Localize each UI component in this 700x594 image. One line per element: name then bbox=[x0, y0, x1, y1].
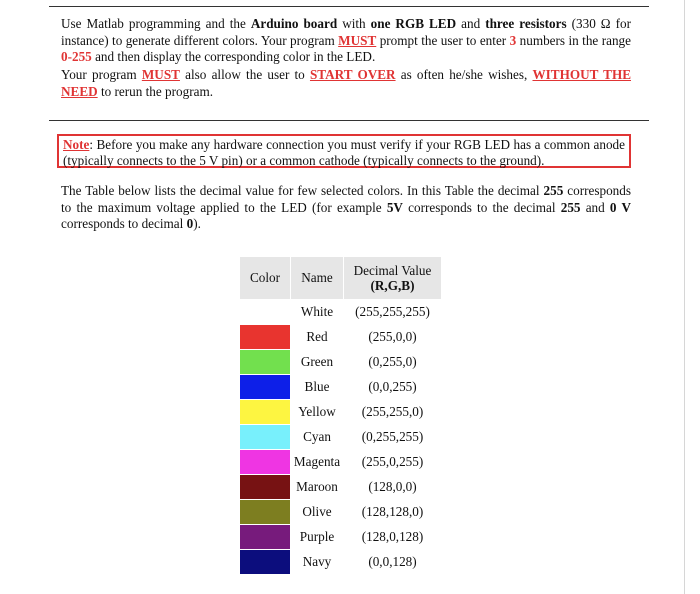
table-row bbox=[240, 375, 442, 400]
table-row bbox=[240, 475, 442, 500]
table-row bbox=[240, 500, 442, 525]
table-row bbox=[240, 550, 442, 575]
color-name: Purple bbox=[291, 525, 344, 550]
rgb-value: (0,255,0) bbox=[344, 350, 442, 375]
rgb-value: (0,0,255) bbox=[344, 375, 442, 400]
color-swatch bbox=[240, 375, 291, 400]
color-swatch bbox=[240, 300, 291, 325]
color-swatch bbox=[240, 500, 291, 525]
top-rule bbox=[49, 6, 649, 7]
rgb-value: (255,255,0) bbox=[344, 400, 442, 425]
rgb-value: (0,255,255) bbox=[344, 425, 442, 450]
table-row bbox=[240, 350, 442, 375]
rgb-value: (128,0,128) bbox=[344, 525, 442, 550]
header-color: Color bbox=[240, 257, 291, 300]
header-decimal-value: Decimal Value (R,G,B) bbox=[344, 257, 442, 300]
note-text: : Before you make any hardware connection you must verify if your RGB LED has a common anode (typically connects to the 5 V pin) or a common cathode (typically connects to the ground). bbox=[63, 137, 625, 168]
color-name: Navy bbox=[291, 550, 344, 575]
table-row bbox=[240, 400, 442, 425]
rgb-value: (0,0,128) bbox=[344, 550, 442, 575]
start-over-paragraph: Your program MUST also allow the user to START OVER as often he/she wishes, WITHOUT THE NEED to rerun the program. bbox=[61, 67, 631, 99]
table-row bbox=[240, 525, 442, 550]
color-name: Cyan bbox=[291, 425, 344, 450]
table-row bbox=[240, 450, 442, 475]
rgb-value: (128,128,0) bbox=[344, 500, 442, 525]
color-swatch bbox=[240, 400, 291, 425]
color-swatch bbox=[240, 475, 291, 500]
note-label: Note bbox=[63, 137, 90, 152]
color-name: Red bbox=[291, 325, 344, 350]
table-row bbox=[240, 300, 442, 325]
color-swatch bbox=[240, 325, 291, 350]
color-name: Yellow bbox=[291, 400, 344, 425]
color-name: Maroon bbox=[291, 475, 344, 500]
color-swatch bbox=[240, 450, 291, 475]
table-intro-paragraph: The Table below lists the decimal value for few selected colors. In this Table the decimal 255 corresponds to the maximum voltage applied to the LED (for example 5V corresponds to the decimal 255 and 0 V corresponds to decimal 0). bbox=[61, 183, 631, 231]
color-swatch bbox=[240, 425, 291, 450]
note-box bbox=[57, 134, 631, 168]
section-rule bbox=[49, 120, 649, 121]
color-name: White bbox=[291, 300, 344, 325]
rgb-value: (128,0,0) bbox=[344, 475, 442, 500]
color-swatch bbox=[240, 525, 291, 550]
color-name: Blue bbox=[291, 375, 344, 400]
color-name: Magenta bbox=[291, 450, 344, 475]
color-swatch bbox=[240, 550, 291, 575]
color-name: Olive bbox=[291, 500, 344, 525]
intro-paragraph: Use Matlab programming and the Arduino board with one RGB LED and three resistors (330 Ω for instance) to generate different colors. Your program MUST prompt the user to enter 3 numbers in the range 0-255 and then display the corresponding color in the LED. bbox=[61, 16, 631, 64]
color-table bbox=[239, 256, 442, 575]
rgb-value: (255,0,255) bbox=[344, 450, 442, 475]
page-edge-line bbox=[684, 0, 685, 594]
table-row bbox=[240, 325, 442, 350]
header-name: Name bbox=[291, 257, 344, 300]
rgb-value: (255,0,0) bbox=[344, 325, 442, 350]
table-header-row bbox=[240, 257, 442, 300]
color-swatch bbox=[240, 350, 291, 375]
rgb-value: (255,255,255) bbox=[344, 300, 442, 325]
color-name: Green bbox=[291, 350, 344, 375]
table-row bbox=[240, 425, 442, 450]
